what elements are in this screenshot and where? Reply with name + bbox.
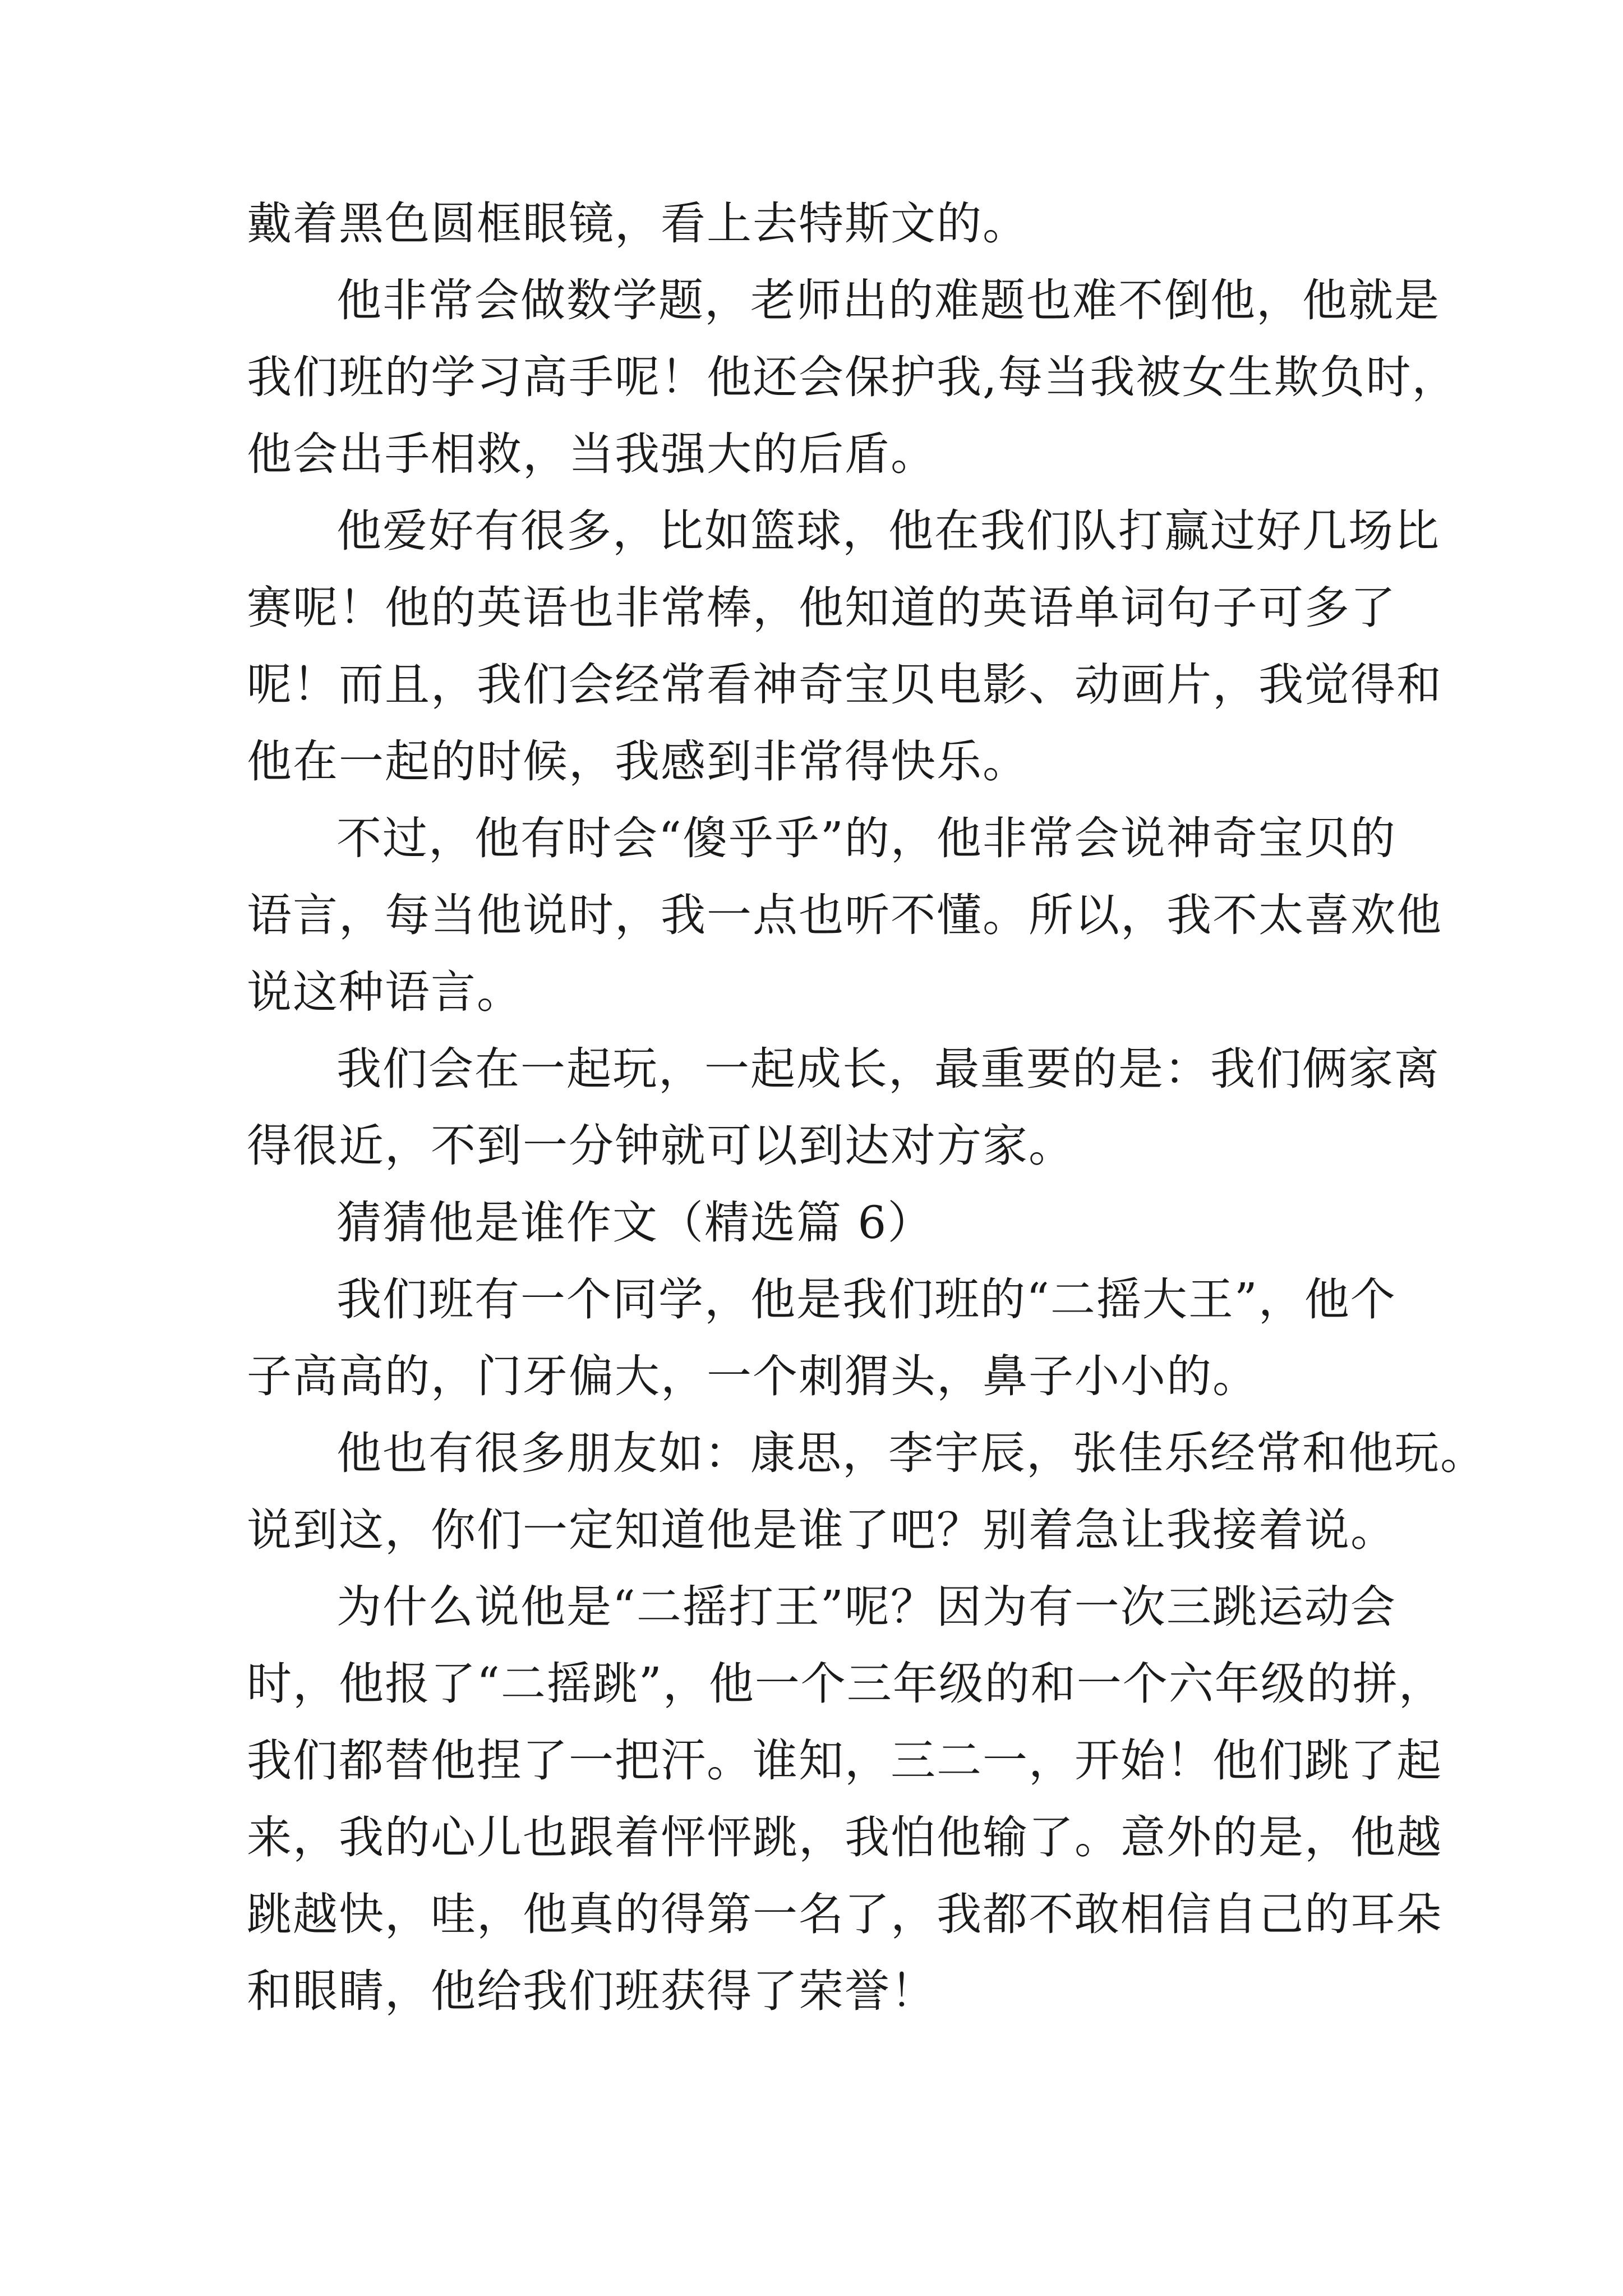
text-line: 他会出手相救，当我强大的后盾。 bbox=[247, 428, 937, 480]
essay-text bbox=[247, 185, 1486, 2030]
text-line: 他非常会做数学题，老师出的难题也难不倒他，他就是 bbox=[336, 274, 1440, 326]
text-line: 说这种语言。 bbox=[247, 966, 523, 1018]
text-line: 赛呢！他的英语也非常棒，他知道的英语单词句子可多了 bbox=[247, 582, 1396, 634]
text-line: 和眼睛，他给我们班获得了荣誉！ bbox=[247, 1965, 937, 2017]
text-line: 他也有很多朋友如：康思，李宇辰，张佳乐经常和他玩。 bbox=[336, 1427, 1486, 1479]
text-line: 来，我的心儿也跟着怦怦跳，我怕他输了。意外的是，他越 bbox=[247, 1811, 1442, 1864]
text-line: 他爱好有很多，比如篮球，他在我们队打赢过好几场比 bbox=[336, 505, 1440, 557]
text-line: 子高高的，门牙偏大，一个刺猬头，鼻子小小的。 bbox=[247, 1350, 1258, 1402]
text-line: 我们班的学习高手呢！他还会保护我,每当我被女生欺负时， bbox=[247, 351, 1458, 403]
text-line: 得很近，不到一分钟就可以到达对方家。 bbox=[247, 1120, 1075, 1172]
text-line: 不过，他有时会“傻乎乎”的，他非常会说神奇宝贝的 bbox=[336, 812, 1396, 864]
text-line: 他在一起的时候，我感到非常得快乐。 bbox=[247, 735, 1029, 788]
text-line: 为什么说他是“二摇打王”呢？因为有一次三跳运动会 bbox=[336, 1581, 1396, 1633]
text-line: 我们都替他捏了一把汗。谁知，三二一，开始！他们跳了起 bbox=[247, 1734, 1442, 1787]
text-line: 语言，每当他说时，我一点也听不懂。所以，我不太喜欢他 bbox=[247, 889, 1442, 941]
text-line: 时，他报了“二摇跳”，他一个三年级的和一个六年级的拼， bbox=[247, 1658, 1445, 1710]
text-line: 呢！而且，我们会经常看神奇宝贝电影、动画片，我觉得和 bbox=[247, 659, 1442, 711]
text-line: 戴着黑色圆框眼镜，看上去特斯文的。 bbox=[247, 197, 1029, 250]
section-heading: 猜猜他是谁作文（精选篇 6） bbox=[336, 1197, 934, 1249]
text-line: 说到这，你们一定知道他是谁了吧？别着急让我接着说。 bbox=[247, 1504, 1396, 1556]
text-line: 我们班有一个同学，他是我们班的“二摇大王”，他个 bbox=[336, 1273, 1396, 1326]
text-line: 跳越快，哇，他真的得第一名了，我都不敢相信自己的耳朵 bbox=[247, 1888, 1442, 1940]
text-line: 我们会在一起玩，一起成长，最重要的是：我们俩家离 bbox=[336, 1043, 1440, 1095]
